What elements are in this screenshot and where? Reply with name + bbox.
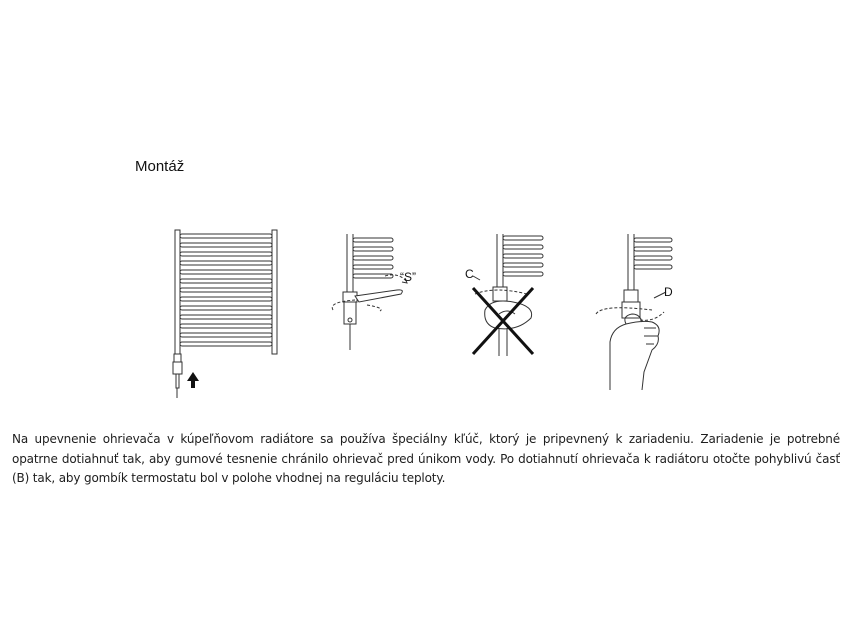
radiator-bar bbox=[180, 288, 272, 292]
radiator-bar bbox=[180, 234, 272, 238]
wrench-illustration bbox=[325, 232, 435, 352]
figure-incorrect-method bbox=[455, 232, 555, 362]
crossed-out-illustration bbox=[455, 232, 555, 362]
radiator-bar bbox=[353, 265, 393, 269]
radiator-bar bbox=[353, 256, 393, 260]
radiator-bar bbox=[180, 261, 272, 265]
radiator-bar bbox=[180, 342, 272, 346]
radiator-bar bbox=[503, 254, 543, 258]
radiator-bar bbox=[503, 263, 543, 267]
radiator-bar bbox=[180, 324, 272, 328]
radiator-illustration bbox=[165, 228, 290, 398]
figure-hand-turning bbox=[592, 232, 692, 392]
label-c: C bbox=[465, 267, 474, 281]
radiator-bar bbox=[634, 265, 672, 269]
section-heading: Montáž bbox=[135, 158, 185, 175]
radiator-bar bbox=[503, 272, 543, 276]
radiator-bar bbox=[180, 270, 272, 274]
instruction-paragraph: Na upevnenie ohrievača v kúpeľňovom radiátore sa používa špeciálny kľúč, ktorý je pripevnený k zariadeniu. Zariadenie je potrebné opatrne dotiahnuť tak, aby gumové tesnenie chránilo ohrievač pred únikom vody. Po dotiahnutí ohrievača k radiátoru otočte pohyblivú časť (B) tak, aby gombík termostatu bol v polohe vhodnej na reguláciu teploty. bbox=[12, 432, 840, 485]
radiator-bar bbox=[634, 247, 672, 251]
radiator-bar bbox=[180, 252, 272, 256]
radiator-bar bbox=[180, 306, 272, 310]
radiator-bar bbox=[634, 238, 672, 242]
label-s: “S” bbox=[400, 270, 416, 284]
hand-turning-illustration bbox=[592, 232, 692, 392]
figure-radiator-overview bbox=[165, 228, 290, 398]
figure-wrench-tightening bbox=[325, 232, 435, 352]
radiator-bar bbox=[503, 236, 543, 240]
radiator-bar bbox=[180, 297, 272, 301]
radiator-bar bbox=[180, 243, 272, 247]
radiator-bar bbox=[503, 245, 543, 249]
radiator-bar bbox=[180, 279, 272, 283]
radiator-bar bbox=[180, 333, 272, 337]
radiator-bar bbox=[353, 238, 393, 242]
radiator-bar bbox=[180, 315, 272, 319]
radiator-bar bbox=[634, 256, 672, 260]
label-d: D bbox=[664, 285, 673, 299]
radiator-bar bbox=[353, 247, 393, 251]
